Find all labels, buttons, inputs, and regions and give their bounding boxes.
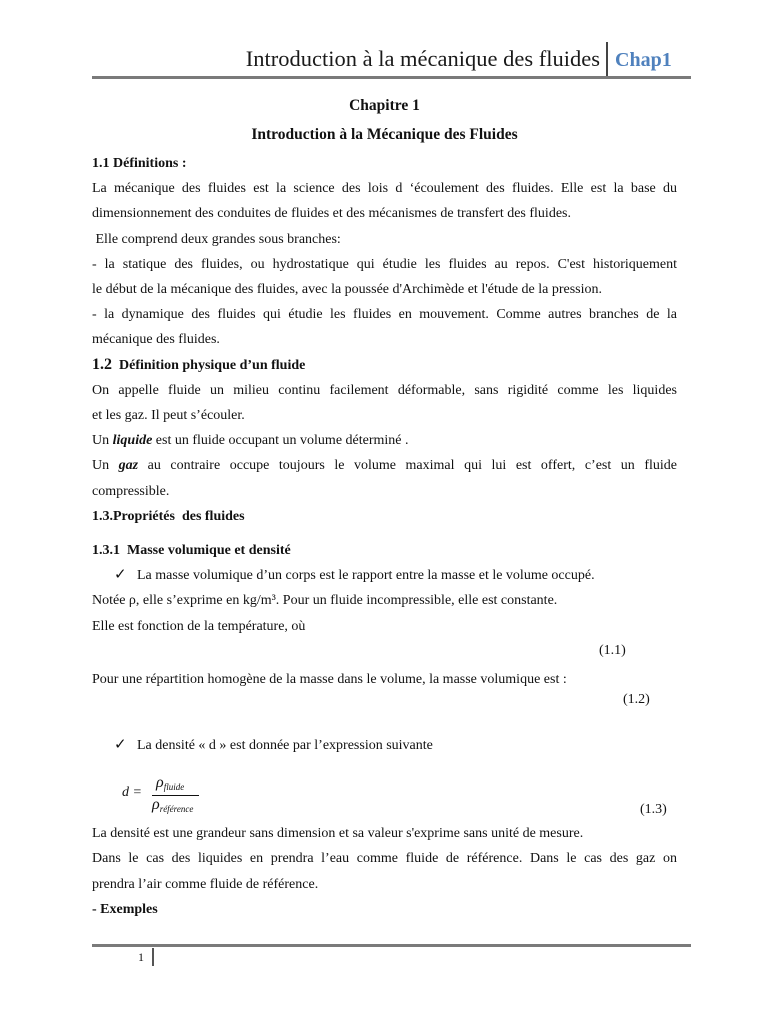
s1-2-p1-line2: et les gaz. Il peut s’écouler. xyxy=(92,408,245,423)
density-formula xyxy=(122,774,242,818)
chapter-tag: Chap1 xyxy=(615,49,672,71)
section-1-2-heading xyxy=(92,356,677,375)
rho-symbol: ρ xyxy=(152,796,160,813)
section-1-1-heading: 1.1 Définitions : xyxy=(92,156,187,171)
chapter-label: Chapitre 1 xyxy=(349,97,420,114)
s1-1-p4-line2: mécanique des fluides. xyxy=(92,332,220,347)
formula-lhs: d = xyxy=(122,785,142,800)
bullet-masse-volumique: La masse volumique d’un corps est le rapport entre la masse et le volume occupé. xyxy=(137,568,595,583)
bullet-densite: La densité « d » est donnée par l’expression suivante xyxy=(137,738,433,753)
section-1-2-title: Définition physique d’un fluide xyxy=(119,358,306,373)
running-header-title: Introduction à la mécanique des fluides xyxy=(245,46,600,71)
page-number: 1 xyxy=(138,950,144,964)
line-fluide-reference-2: prendra l’air comme fluide de référence. xyxy=(92,877,319,892)
line-notee-rho: Notée ρ, elle s’exprime en kg/m³. Pour un fluide incompressible, elle est constante. xyxy=(92,593,558,608)
s1-1-p4-line1: - la dynamique des fluides qui étudie les fluides en mouvement. Comme autres branches de la xyxy=(92,307,677,322)
formula-denominator xyxy=(152,796,193,814)
equation-number-1-3: (1.3) xyxy=(640,802,667,817)
chapter-title: Introduction à la Mécanique des Fluides xyxy=(251,126,518,143)
checkmark-icon: ✓ xyxy=(114,737,127,753)
formula-numerator xyxy=(156,774,184,792)
line-grandeur-sans-dimension: La densité est une grandeur sans dimension et sa valeur s'exprime sans unité de mesure. xyxy=(92,826,584,841)
gaz-term: gaz xyxy=(118,458,139,473)
section-1-2-number: 1.2 xyxy=(92,356,112,373)
s1-1-p1-line2: dimensionnement des conduites de fluides et des mécanismes de transfert des fluides. xyxy=(92,206,571,221)
gaz-prefix: Un xyxy=(92,458,119,473)
line-repartition-homogene: Pour une répartition homogène de la masse dans le volume, la masse volumique est : xyxy=(92,672,567,687)
footer-separator xyxy=(152,948,154,966)
equation-number-1-2: (1.2) xyxy=(623,692,650,707)
footer-rule xyxy=(92,944,691,947)
denominator-subscript: référence xyxy=(159,804,194,814)
section-1-3-heading: 1.3.Propriétés des fluides xyxy=(92,509,245,524)
s1-1-p2: Elle comprend deux grandes sous branches: xyxy=(92,232,341,247)
liquide-prefix: Un xyxy=(92,433,113,448)
rho-symbol: ρ xyxy=(156,774,164,791)
line-fluide-reference-1: Dans le cas des liquides en prendra l’eau comme fluide de référence. Dans le cas des gaz on xyxy=(92,851,677,866)
equation-number-1-1: (1.1) xyxy=(599,643,626,658)
numerator-subscript: fluide xyxy=(163,782,185,792)
line-fonction-temperature: Elle est fonction de la température, où xyxy=(92,619,306,634)
header-rule xyxy=(92,76,691,79)
exemples-heading: - Exemples xyxy=(92,902,158,917)
liquide-suffix: est un fluide occupant un volume déterminé . xyxy=(152,433,409,448)
header-separator xyxy=(606,42,608,76)
s1-2-gaz-line xyxy=(92,457,677,475)
checkmark-icon: ✓ xyxy=(114,567,127,583)
s1-1-p1-line1: La mécanique des fluides est la science des lois d ‘écoulement des fluides. Elle est la base du xyxy=(92,181,677,196)
s1-2-p1-line1: On appelle fluide un milieu continu facilement déformable, sans rigidité comme les liquides xyxy=(92,383,677,398)
liquide-term: liquide xyxy=(112,433,153,448)
s1-1-p3-line1: - la statique des fluides, ou hydrostatique qui étudie les fluides au repos. C'est historiquement xyxy=(92,257,677,272)
section-1-3-1-heading: 1.3.1 Masse volumique et densité xyxy=(92,543,291,558)
s1-1-p3-line2: le début de la mécanique des fluides, avec la poussée d'Archimède et l'étude de la pression. xyxy=(92,282,603,297)
s1-2-gaz-line2: compressible. xyxy=(92,484,170,499)
gaz-suffix: au contraire occupe toujours le volume maximal qui lui est offert, c’est un fluide xyxy=(138,458,677,473)
s1-2-liquide-line xyxy=(92,432,677,450)
